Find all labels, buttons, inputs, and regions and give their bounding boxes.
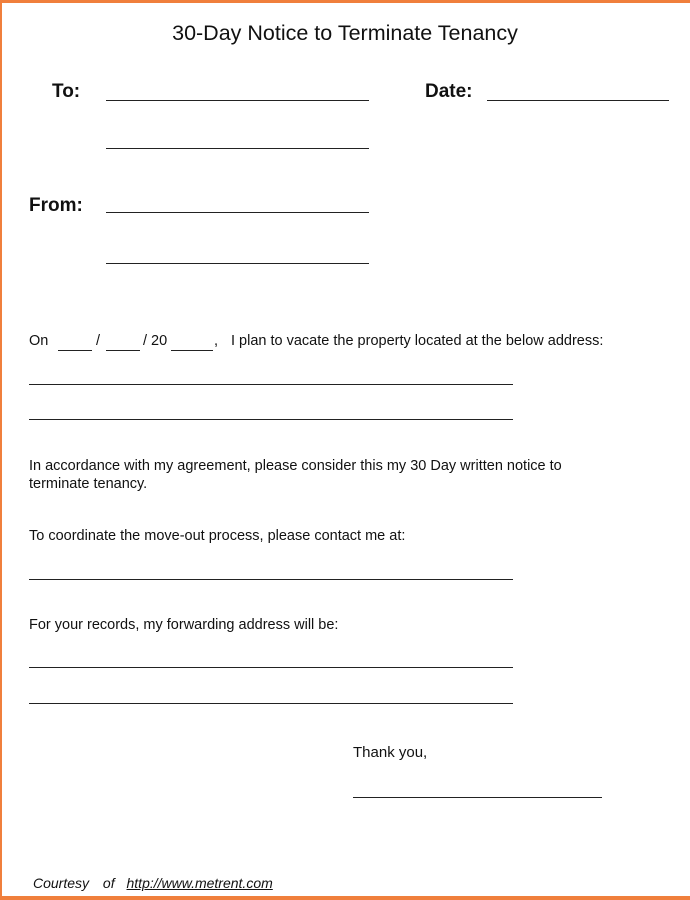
courtesy-label: Courtesy <box>33 875 90 891</box>
document-title: 30-Day Notice to Terminate Tenancy <box>172 21 518 45</box>
from-label: From: <box>29 195 83 216</box>
courtesy-link[interactable]: http://www.metrent.com <box>126 875 273 891</box>
to-line-2[interactable] <box>106 148 369 149</box>
to-line-1[interactable] <box>106 100 369 101</box>
courtesy-line <box>33 875 273 891</box>
contact-line[interactable] <box>29 579 513 580</box>
accordance-text: In accordance with my agreement, please consider this my 30 Day written notice to terminate tenancy. <box>29 458 562 492</box>
date-comma: , <box>214 333 219 349</box>
date-separator-2: / 20 <box>143 333 168 349</box>
year-blank[interactable] <box>171 350 213 351</box>
thanks-text: Thank you, <box>353 744 428 761</box>
date-separator-1: / <box>96 333 101 349</box>
from-line-2[interactable] <box>106 263 369 264</box>
courtesy-of: of <box>102 875 115 891</box>
property-address-line-2[interactable] <box>29 419 513 420</box>
property-address-line-1[interactable] <box>29 384 513 385</box>
month-blank[interactable] <box>58 350 92 351</box>
to-label: To: <box>52 81 81 102</box>
forwarding-address-line-1[interactable] <box>29 667 513 668</box>
on-label: On <box>29 333 49 349</box>
date-line[interactable] <box>487 100 669 101</box>
from-line-1[interactable] <box>106 212 369 213</box>
day-blank[interactable] <box>106 350 140 351</box>
vacate-text: I plan to vacate the property located at the below address: <box>231 333 604 349</box>
signature-line[interactable] <box>353 797 602 798</box>
date-label: Date: <box>425 81 473 102</box>
forwarding-address-line-2[interactable] <box>29 703 513 704</box>
records-text: For your records, my forwarding address will be: <box>29 617 339 633</box>
coordinate-text: To coordinate the move-out process, please contact me at: <box>29 528 406 544</box>
